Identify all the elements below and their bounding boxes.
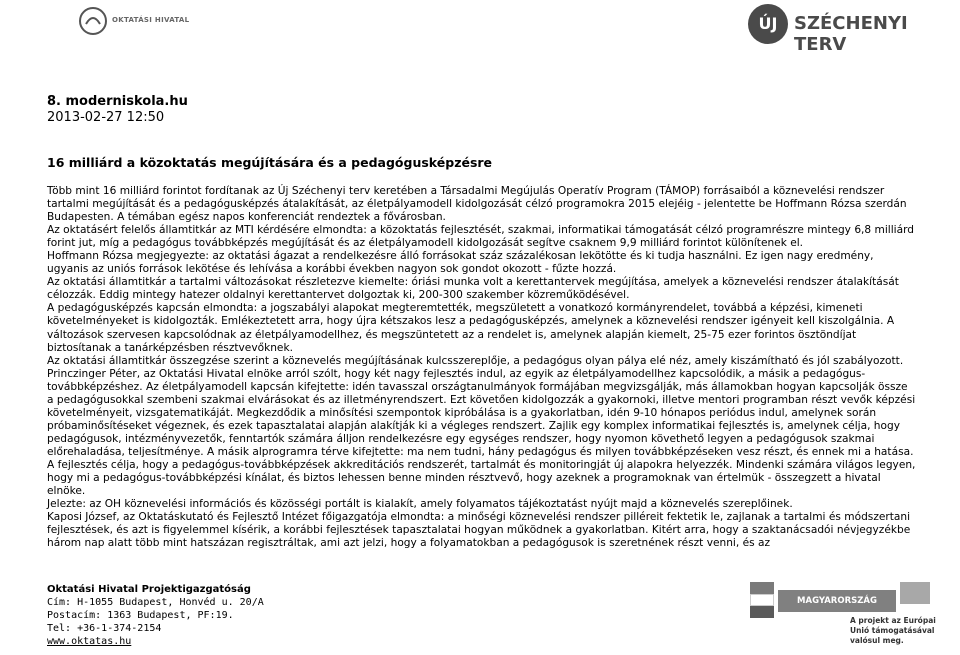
- article-body: [47, 185, 917, 550]
- eu-flag-icon: [900, 582, 930, 604]
- article-paragraph: A pedagógusképzés kapcsán elmondta: a jogszabályi alapokat megteremtették, megszületett a vonatkozó kormányrendelet, továbbá a képzési, kimeneti követelményeket is kidolgozták. Emlékeztetett arra, hogy újra kétszakos lesz a pedagógusképzés, amelynek a köznevelési rendszer igényeit kell kiszolgálnia. A változások szervesen kapcsolódnak az életpályamodellhez, és megszüntetett az a rendelet is, amelynek alapján kiemelt, 25-75 ezer forintos ösztöndíjat biztosítanak a tanárképzésben résztvevőknek.: [47, 302, 895, 354]
- footer-address: Cím: H-1055 Budapest, Honvéd u. 20/A: [47, 597, 264, 608]
- article-paragraph: Az oktatási államtitkár összegzése szerint a köznevelés megújításának kulcsszereplője, a pedagógus olyan pálya elé néz, amely kiszámítható és jól szabályozott. Princzinger Péter, az Oktatási Hivatal elnöke arról szólt, hogy két nagy fejlesztés indul, az egyik az életpályamodellhez kapcsolódik, a másik a pedagógus-továbbképzéshez. Az életpályamodell kapcsán kifejtette: idén tavasszal országtanulmányok formájában megvizsgálják, más államokban hogyan kapcsolják össze a pedagógusokkal szembeni szakmai elvárásokat és az illetményrendszert. Ezt követően kidolgozzák a gyakornoki, illetve mentori programban részt vevők képzési követelményeit, vizsgatematikáját. Megkezdődik a minősítési szempontok kipróbálása is a gyakorlatban, idén 9-10 hónapos periódus indul, amelynek során próbaminősítéseket végeznek, és ezek tapasztalatai alapján alakítják ki a végleges rendszert. Zajlik egy komplex informatikai fejlesztés is, amelynek célja, hogy pedagógusok, intézményvezetők, fenntartók számára álljon rendelkezésre egy egységes rendszer, hogy nyomon követhető legyen a pedagógusok szakmai előrehaladása, teljesítménye. A másik alprogramra térve kifejtette: ma nem tudni, hány pedagógus és milyen továbbképzéseken vesz részt, és ennek mi a hatása. A fejlesztés célja, hogy a pedagógus-továbbképzések akkreditációs rendszerét, tartalmát és monitoringját új alapokra helyezzék. Mindenki számára világos legyen, hogy mi a pedagógus-továbbképzési kínálat, és biztos lehessen benne minden résztvevő, hogy azeknek a programoknak van értelmük - összegzett a hivatal elnöke.: [47, 354, 916, 498]
- article-paragraph: Kaposi József, az Oktatáskutató és Fejlesztő Intézet főigazgatója elmondta: a minőségi köznevelési rendszer pilléreit fektetik le, zajlanak a tartalmi és módszertani fejlesztések, és azt is figyelemmel kísérik, a korábbi fejlesztések tapasztalatai hogyan működnek a gyakorlatban. Kitért arra, hogy a szaktanácsadói névjegyzékbe három nap alatt több mint hatszázan regisztráltak, ami azt jelzi, hogy a folyamatokban a pedagógusok is szeretnének részt venni, és az: [47, 511, 911, 550]
- footer-contact: [47, 583, 264, 648]
- footer-web-link[interactable]: www.oktatas.hu: [47, 636, 132, 647]
- article-paragraph: Hoffmann Rózsa megjegyezte: az oktatási ágazat a rendelkezésre álló forrásokat száz százalékosan lekötötte és ki tudja használni. Ez igen nagy eredmény, ugyanis az uniós források lekötése és lehívása a korábbi években nagyon sok gondot okozott - fűzte hozzá.: [47, 250, 874, 276]
- footer-org-name: Oktatási Hivatal Projektigazgatóság: [47, 584, 251, 595]
- article-paragraph: Több mint 16 milliárd forintot fordítanak az Új Széchenyi terv keretében a Társadalmi Megújulás Operatív Program (TÁMOP) forrásaiból a köznevelési rendszer tartalmi megújítását és a pedagógusképzés átalakítását, az életpályamodell kidolgozását célzó programokra 2015 elejéig - jelentette be Hoffmann Rózsa szerdán Budapesten. A témában egész napos konferenciát rendeztek a fővárosban.: [47, 185, 907, 224]
- eu-support-text: A projekt az Európai Unió támogatásával valósul meg.: [850, 616, 936, 645]
- szechenyi-terv-text: SZÉCHENYI TERV: [794, 13, 908, 55]
- footer-postal: Postacím: 1363 Budapest, PF:19.: [47, 610, 234, 621]
- oktatasi-hivatal-logo-text: OKTATÁSI HIVATAL: [112, 16, 190, 24]
- flag-stripes-icon: [750, 582, 774, 618]
- uj-szechenyi-terv-logo: [748, 2, 948, 55]
- magyarorszag-megujul-logo: [750, 578, 940, 645]
- oktatasi-hivatal-logo: [40, 4, 200, 40]
- uj-badge: ÚJ: [748, 4, 788, 44]
- date-label: 2013-02-27 12:50: [47, 110, 165, 125]
- magyarorszag-megujul-banner: MAGYARORSZÁG MEGÚJUL: [778, 590, 896, 612]
- article-title: 16 milliárd a közoktatás megújítására és a pedagógusképzésre: [47, 155, 493, 170]
- source-label: 8. moderniskola.hu: [47, 94, 188, 109]
- oktatasi-hivatal-emblem-icon: [78, 6, 108, 36]
- article-paragraph: Jelezte: az OH köznevelési információs és közösségi portált is kialakít, amely folyamatos tájékoztatást nyújt majd a köznevelés szereplőinek.: [47, 498, 793, 511]
- footer-phone: Tel: +36-1-374-2154: [47, 623, 162, 634]
- article-paragraph: Az oktatási államtitkár a tartalmi változásokat részletezve kiemelte: óriási munka volt a kerettantervek megújítása, amelyek a köznevelési rendszer átalakítását célozzák. Eddig mintegy hatezer oldalnyi kerettantervet dolgoztak ki, 200-300 szakember közreműködésével.: [47, 276, 899, 302]
- article-paragraph: Az oktatásért felelős államtitkár az MTI kérdésére elmondta: a közoktatás fejlesztését, szakmai, informatikai támogatását célzó programrészre mintegy 6,8 milliárd forint jut, míg a pedagógus továbbképzés megújítását és az életpályamodell kidolgozását segítve csaknem 9,9 milliárd forintot különítenek el.: [47, 224, 915, 250]
